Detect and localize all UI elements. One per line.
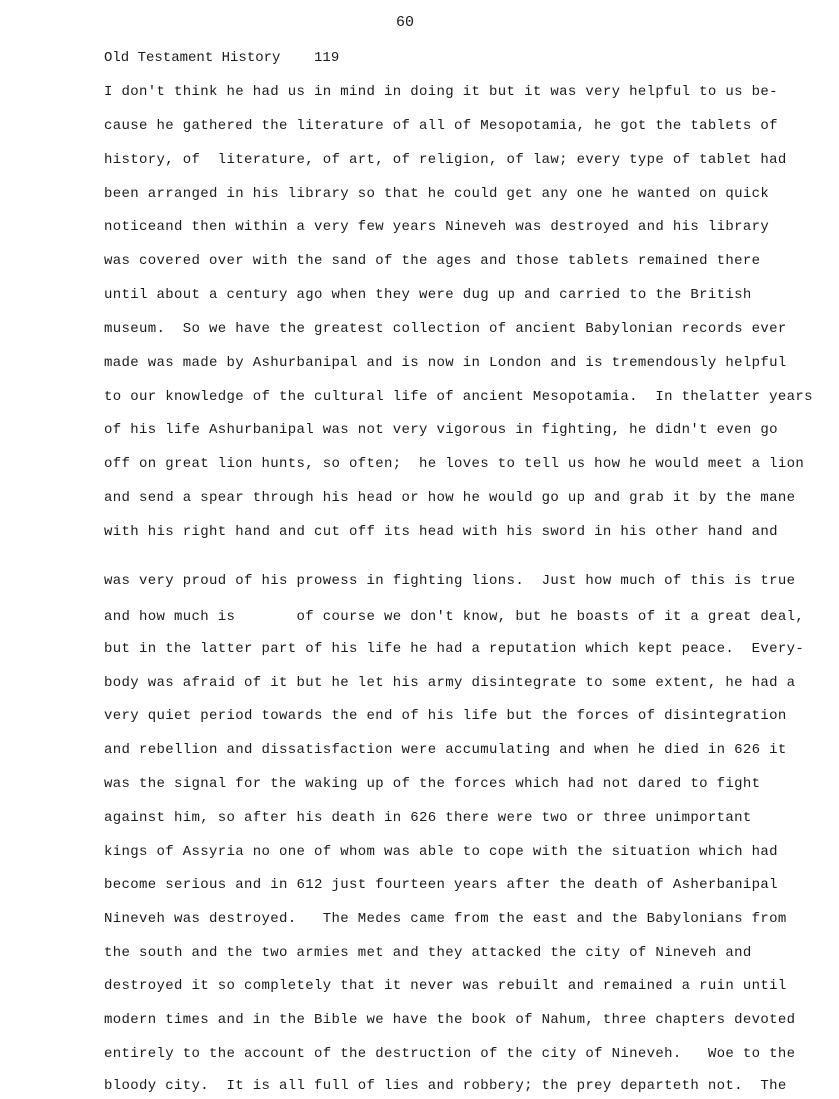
text-line: museum. So we have the greatest collection of ancient Babylonian records ever (104, 321, 787, 337)
text-line: I don't think he had us in mind in doing it but it was very helpful to us be- (104, 84, 778, 100)
text-line: cause he gathered the literature of all of Mesopotamia, he got the tablets of (104, 118, 778, 134)
text-line: made was made by Ashurbanipal and is now in London and is tremendously helpful (104, 355, 787, 371)
text-line: body was afraid of it but he let his army disintegrate to some extent, he had a (104, 675, 796, 691)
text-line: and rebellion and dissatisfaction were accumulating and when he died in 626 it (104, 742, 787, 758)
text-line: been arranged in his library so that he could get any one he wanted on quick (104, 186, 770, 202)
text-line: kings of Assyria no one of whom was able to cope with the situation which had (104, 844, 778, 860)
text-line: Nineveh was destroyed. The Medes came from the east and the Babylonians from (104, 911, 787, 927)
text-line: was the signal for the waking up of the forces which had not dared to fight (104, 776, 761, 792)
page-number: 60 (396, 14, 415, 31)
text-line: very quiet period towards the end of his life but the forces of disintegration (104, 708, 787, 724)
text-line: off on great lion hunts, so often; he loves to tell us how he would meet a lion (104, 456, 805, 472)
text-line: to our knowledge of the cultural life of ancient Mesopotamia. In thelatter years (104, 389, 813, 405)
running-header: Old Testament History 119 (104, 50, 340, 66)
text-line: of his life Ashurbanipal was not very vigorous in fighting, he didn't even go (104, 422, 778, 438)
text-line: was very proud of his prowess in fighting lions. Just how much of this is true (104, 573, 796, 589)
text-line: modern times and in the Bible we have the book of Nahum, three chapters devoted (104, 1012, 796, 1028)
text-line: was covered over with the sand of the ages and those tablets remained there (104, 253, 761, 269)
text-line: the south and the two armies met and they attacked the city of Nineveh and (104, 945, 752, 961)
text-line: entirely to the account of the destruction of the city of Nineveh. Woe to the (104, 1046, 796, 1062)
text-line: bloody city. It is all full of lies and robbery; the prey departeth not. The (104, 1078, 787, 1094)
text-line: noticeand then within a very few years Nineveh was destroyed and his library (104, 219, 770, 235)
text-line: until about a century ago when they were dug up and carried to the British (104, 287, 752, 303)
text-line: and send a spear through his head or how he would go up and grab it by the mane (104, 490, 796, 506)
text-line: with his right hand and cut off its head with his sword in his other hand and (104, 524, 778, 540)
text-line: destroyed it so completely that it never was rebuilt and remained a ruin until (104, 978, 787, 994)
text-line: but in the latter part of his life he had a reputation which kept peace. Every- (104, 641, 805, 657)
text-line: and how much is of course we don't know, but he boasts of it a great deal, (104, 609, 805, 625)
text-line: become serious and in 612 just fourteen years after the death of Asherbanipal (104, 877, 778, 893)
text-line: against him, so after his death in 626 there were two or three unimportant (104, 810, 752, 826)
text-line: history, of literature, of art, of religion, of law; every type of tablet had (104, 152, 787, 168)
